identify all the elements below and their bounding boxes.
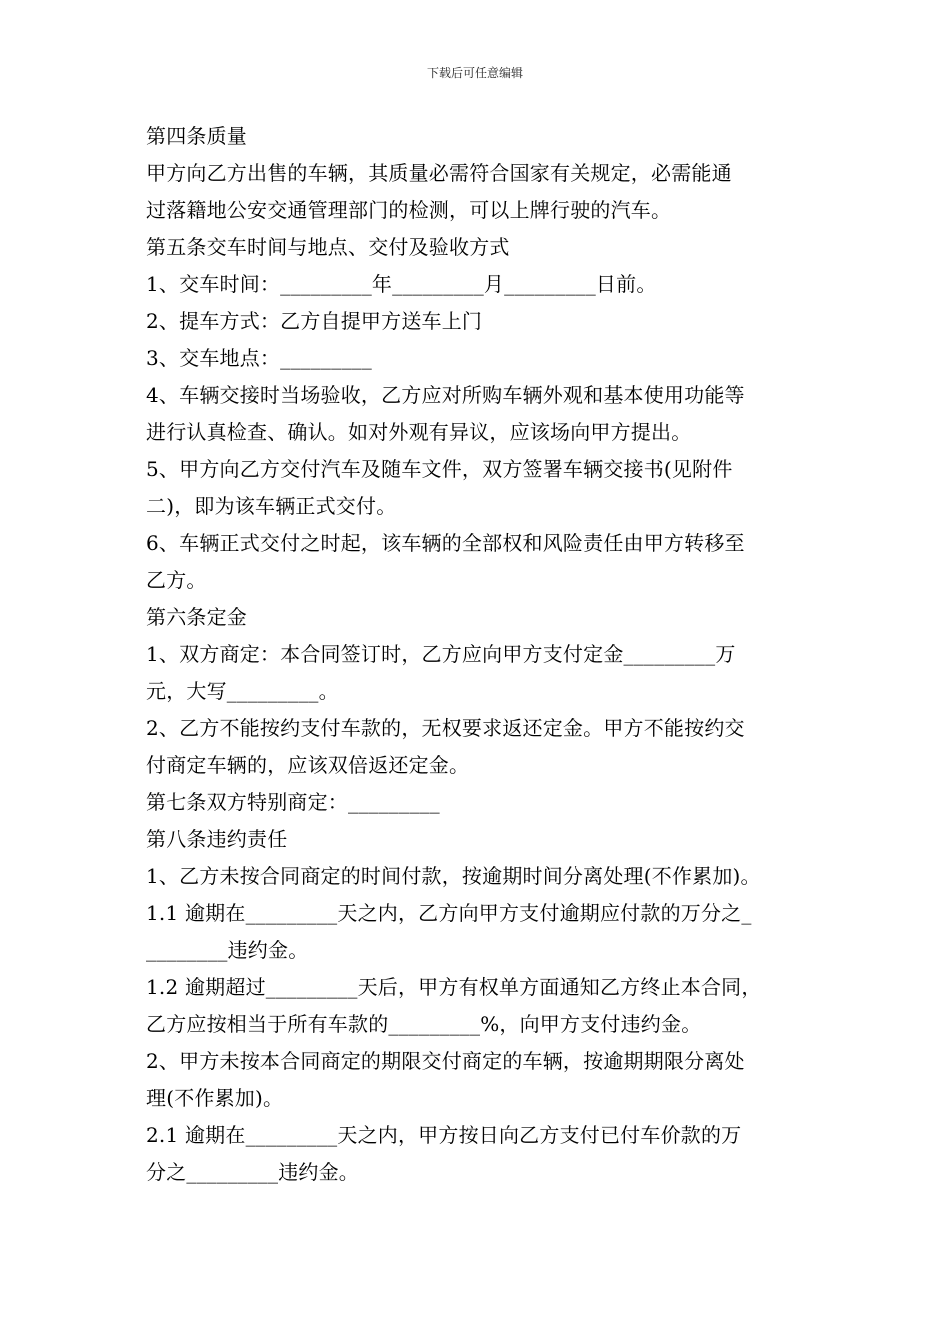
clause-line: 2.1 逾期在_________天之内，甲方按日向乙方支付已付车价款的万 [146, 1123, 742, 1147]
clause-line: 分之_________违约金。 [146, 1160, 359, 1184]
clause-line: 1、双方商定：本合同签订时，乙方应向甲方支付定金_________万 [146, 642, 736, 666]
clause-line: 理(不作累加)。 [146, 1086, 284, 1110]
clause-line: 2、乙方不能按约支付车款的，无权要求返还定金。甲方不能按约交 [146, 716, 745, 740]
clause-line: 1.2 逾期超过_________天后，甲方有权单方面通知乙方终止本合同， [146, 975, 762, 999]
clause-line: 1.1 逾期在_________天之内，乙方向甲方支付逾期应付款的万分之_ [146, 901, 752, 925]
article-heading: 第五条交车时间与地点、交付及验收方式 [146, 235, 510, 259]
clause-line: 3、交车地点：_________ [146, 346, 372, 370]
clause-line: 2、提车方式：乙方自提甲方送车上门 [146, 309, 483, 333]
page-header: 下载后可任意编辑 [426, 66, 523, 80]
document-body [146, 118, 818, 1191]
clause-line: 乙方。 [146, 568, 207, 592]
clause-line: 1、交车时间：_________年_________月_________日前。 [146, 272, 657, 296]
clause-line: 元，大写_________。 [146, 679, 339, 703]
clause-line: 6、车辆正式交付之时起，该车辆的全部权和风险责任由甲方转移至 [146, 531, 745, 555]
clause-line: ________违约金。 [146, 938, 309, 962]
article-heading: 第七条双方特别商定：_________ [146, 790, 440, 814]
article-heading: 第四条质量 [146, 124, 247, 148]
article-heading: 第六条定金 [146, 605, 247, 629]
clause-line: 二)，即为该车辆正式交付。 [146, 494, 397, 518]
clause-line: 1、乙方未按合同商定的时间付款，按逾期时间分离处理(不作累加)。 [146, 864, 761, 888]
clause-line: 付商定车辆的，应该双倍返还定金。 [146, 753, 470, 777]
clause-line: 5、甲方向乙方交付汽车及随车文件，双方签署车辆交接书(见附件 [146, 457, 733, 481]
paragraph-line: 过落籍地公安交通管理部门的检测，可以上牌行驶的汽车。 [146, 198, 672, 222]
article-heading: 第八条违约责任 [146, 827, 288, 851]
clause-line: 2、甲方未按本合同商定的期限交付商定的车辆，按逾期期限分离处 [146, 1049, 745, 1073]
clause-line: 4、车辆交接时当场验收，乙方应对所购车辆外观和基本使用功能等 [146, 383, 745, 407]
clause-line: 乙方应按相当于所有车款的_________%，向甲方支付违约金。 [146, 1012, 702, 1036]
paragraph-line: 甲方向乙方出售的车辆，其质量必需符合国家有关规定，必需能通 [146, 161, 732, 185]
clause-line: 进行认真检查、确认。如对外观有异议，应该场向甲方提出。 [146, 420, 692, 444]
